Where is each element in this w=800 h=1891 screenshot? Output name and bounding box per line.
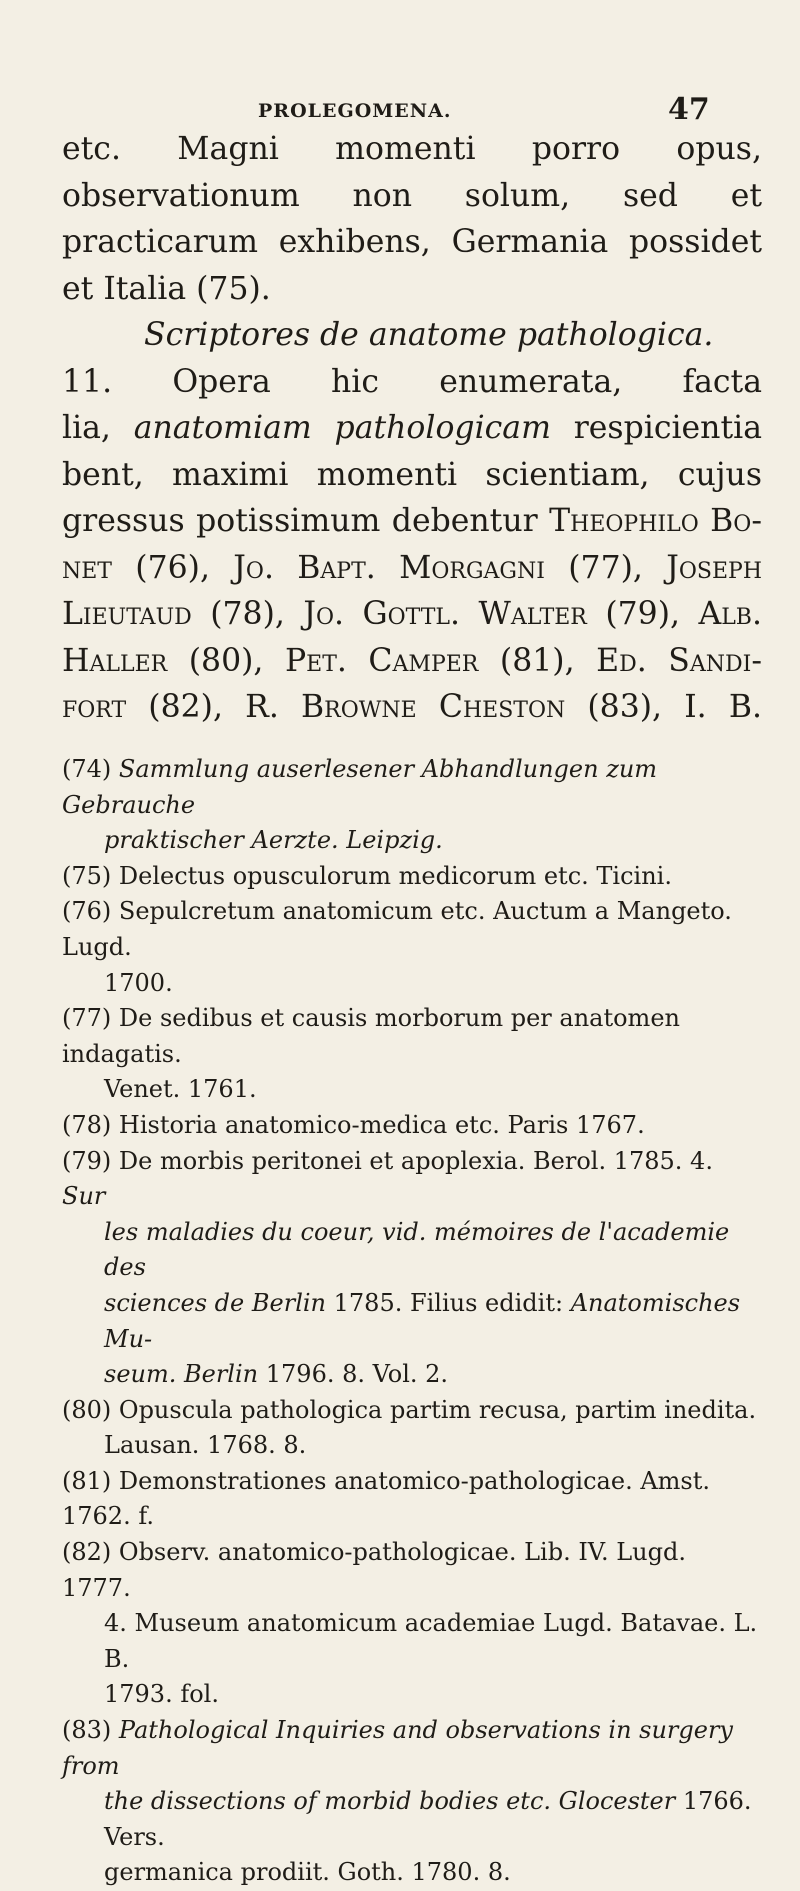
main-text	[62, 126, 762, 731]
paragraph-11-line: bent, maximi momenti scientiam, cujus	[62, 456, 762, 493]
paragraph-11-line: lia, anatomiam pathologicam respicientia	[62, 410, 762, 446]
paragraph-11-line: gressus potissimum debentur Theophilo Bo-	[62, 503, 762, 539]
footnote-83: (83) Pathological Inquiries and observations in surgery from	[62, 1716, 733, 1780]
author-name: Joseph	[666, 549, 762, 586]
footnote-76-cont: 1700.	[104, 968, 173, 997]
footnote-80: (80) Opuscula pathologica partim recusa, partim inedita.	[62, 1395, 757, 1424]
author-name: Ed. Sandi-	[596, 642, 762, 679]
footnote-81: (81) Demonstrationes anatomico-pathologicae. Amst. 1762. f.	[62, 1466, 710, 1531]
footnote-82: (82) Observ. anatomico-pathologicae. Lib. IV. Lugd. 1777.	[62, 1538, 686, 1602]
author-name: Pet. Camper	[284, 642, 479, 679]
page-header	[0, 90, 800, 130]
body-line: observationum non solum, sed et	[62, 177, 762, 214]
paragraph-11-line: fort (82), R. Browne Cheston (83), I. B.	[62, 684, 762, 731]
body-line: practicarum exhibens, Germania possidet	[62, 224, 762, 260]
author-name: fort	[62, 689, 127, 725]
author-name: R. Browne Cheston	[245, 689, 566, 725]
body-line: et Italia (75).	[62, 270, 271, 307]
running-head: PROLEGOMENA.	[258, 100, 452, 122]
footnote-74: (74) Sammlung auserlesener Abhandlungen zum Gebrauche	[62, 755, 658, 819]
paragraph-11-line: net (76), Jo. Bapt. Morgagni (77), Joseph	[62, 549, 762, 586]
paragraph-11-line: 11. Opera hic enumerata, facta	[62, 363, 762, 400]
footnote-78: (78) Historia anatomico-medica etc. Paris 1767.	[62, 1110, 645, 1139]
body-line: etc. Magni momenti porro opus,	[62, 131, 762, 167]
footnote-79-cont: les maladies du coeur, vid. mémoires de l'academie des	[104, 1217, 730, 1282]
author-name: Jo. Bapt. Morgagni	[233, 549, 545, 586]
author-name: I. B.	[684, 689, 762, 725]
footnotes	[62, 752, 762, 1891]
paragraph-11-line: Haller (80), Pet. Camper (81), Ed. Sandi-	[62, 642, 762, 679]
footnote-83-cont: the dissections of morbid bodies etc. Glocester 1766. Vers.	[104, 1787, 752, 1851]
footnote-77: (77) De sedibus et causis morborum per anatomen indagatis.	[62, 1004, 680, 1068]
footnote-80-cont: Lausan. 1768. 8.	[104, 1431, 307, 1460]
author-name: Alb.	[698, 596, 762, 632]
author-name: Jo. Gottl. Walter	[303, 596, 587, 632]
section-heading: Scriptores de anatome pathologica.	[144, 317, 714, 353]
footnote-83-cont: germanica prodiit. Goth. 1780. 8.	[104, 1858, 511, 1887]
footnote-79-cont: sciences de Berlin 1785. Filius edidit: Anatomisches Mu-	[104, 1288, 741, 1353]
emphasis: anatomiam pathologicam	[133, 410, 551, 446]
footnote-82-cont: 4. Museum anatomicum academiae Lugd. Batavae. L. B.	[104, 1609, 758, 1673]
author-name: Lieutaud	[62, 596, 192, 632]
author-name: net	[62, 549, 112, 586]
footnote-76: (76) Sepulcretum anatomicum etc. Auctum a Mangeto. Lugd.	[62, 897, 732, 961]
footnote-74-cont: praktischer Aerzte. Leipzig.	[104, 826, 443, 855]
footnote-75: (75) Delectus opusculorum medicorum etc. Ticini.	[62, 861, 672, 890]
footnote-79: (79) De morbis peritonei et apoplexia. Berol. 1785. 4. Sur	[62, 1146, 713, 1211]
footnote-77-cont: Venet. 1761.	[104, 1075, 257, 1104]
author-name: Haller	[62, 642, 168, 679]
page-number: 47	[668, 92, 710, 127]
footnote-82-cont: 1793. fol.	[104, 1680, 219, 1709]
paragraph-11-line: Lieutaud (78), Jo. Gottl. Walter (79), Alb.	[62, 596, 762, 632]
author-name: Theophilo Bo-	[549, 503, 762, 539]
footnote-79-cont: seum. Berlin 1796. 8. Vol. 2.	[104, 1360, 449, 1389]
